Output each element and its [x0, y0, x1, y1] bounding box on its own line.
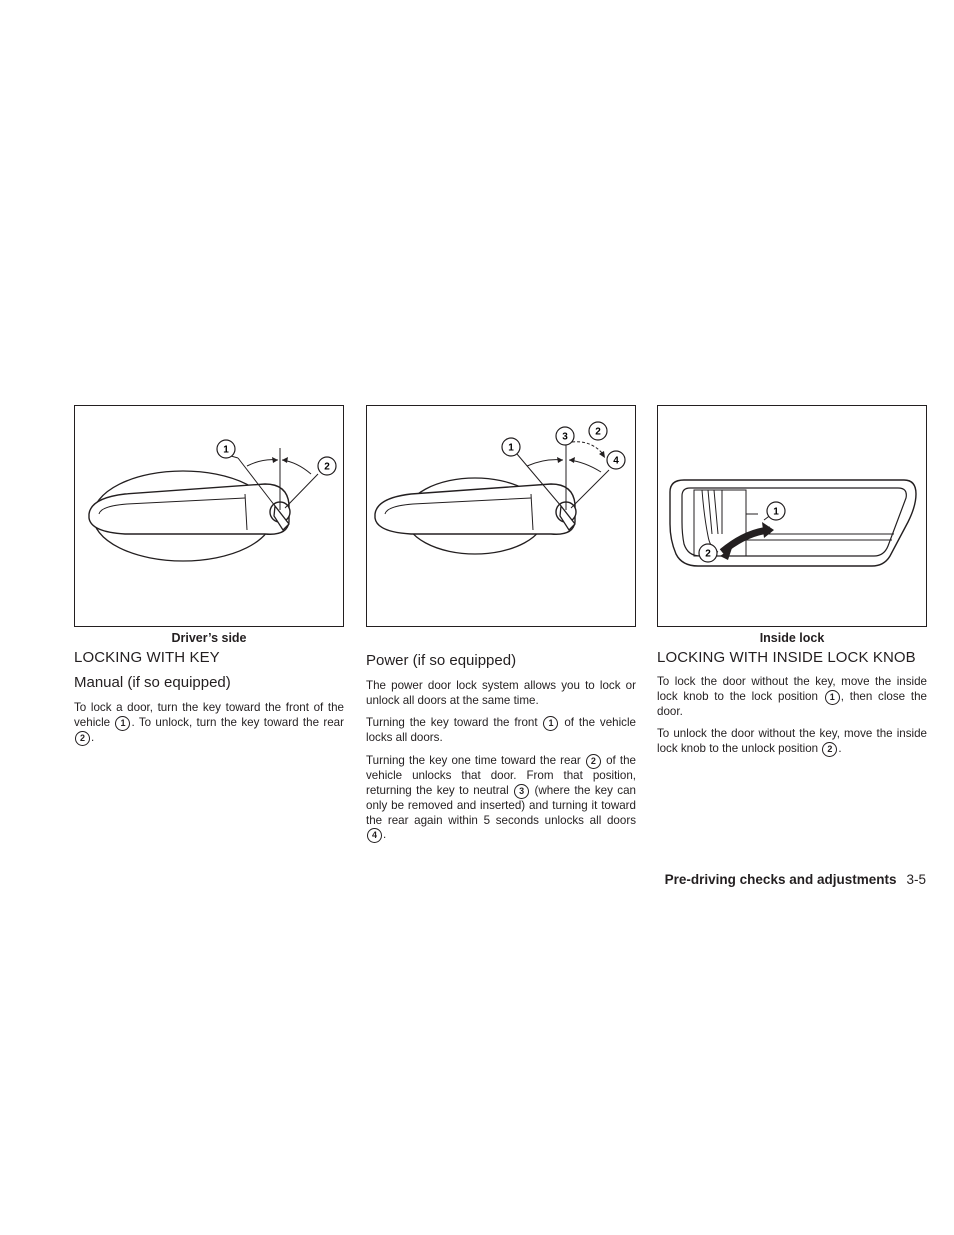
callout-1: 1 [223, 444, 229, 456]
paragraph [657, 727, 927, 757]
text-run: . [838, 742, 842, 756]
section-heading: LOCKING WITH KEY [74, 649, 220, 666]
callout-marker: 4 [367, 828, 382, 843]
column-inside-lock [657, 405, 927, 757]
text-run: . To unlock, turn the key toward the rear [131, 715, 344, 729]
paragraph [366, 754, 636, 843]
paragraph [657, 675, 927, 719]
callout-2: 2 [595, 426, 601, 438]
footer-section-title: Pre-driving checks and adjustments [664, 872, 897, 887]
figure-caption: Driver’s side [171, 631, 247, 645]
callout-1: 1 [508, 442, 514, 454]
subheading: Power (if so equipped) [366, 652, 517, 669]
page-footer [665, 872, 926, 887]
driver-side-key-figure [74, 405, 344, 627]
subheading: Manual (if so equipped) [74, 674, 231, 691]
callout-marker: 1 [115, 716, 130, 731]
callout-2: 2 [324, 461, 330, 473]
paragraph [366, 716, 636, 746]
text-run: , then close the door. [657, 689, 928, 718]
text-run: . [91, 730, 95, 744]
column-locking-with-key [74, 405, 344, 746]
text-run: of the vehicle locks all doors. [366, 716, 636, 745]
power-lock-key-figure [366, 405, 636, 627]
callout-marker: 2 [586, 754, 601, 769]
text-run: Turning the key one time toward the rear [366, 754, 585, 768]
callout-4: 4 [613, 455, 619, 467]
inside-lock-knob-illustration [658, 406, 926, 626]
callout-marker: 2 [822, 742, 837, 757]
figure-caption: Inside lock [759, 631, 825, 645]
paragraph [74, 701, 344, 746]
section-heading: LOCKING WITH INSIDE LOCK KNOB [657, 649, 916, 666]
callout-marker: 1 [825, 690, 840, 705]
callout-2: 2 [705, 548, 711, 560]
page-number: 3-5 [906, 872, 926, 887]
text-run: To lock a door, turn the key toward the front of the vehicle [74, 701, 344, 729]
inside-lock-figure [657, 405, 927, 627]
text-run: To unlock the door without the key, move the inside lock knob to the unlock position [657, 727, 927, 756]
callout-marker: 1 [543, 716, 558, 731]
text-run: To lock the door without the key, move the inside lock knob to the lock position [657, 675, 927, 703]
callout-marker: 2 [75, 731, 90, 746]
callout-1: 1 [773, 506, 779, 518]
text-run: (where the key can only be removed and inserted) and turning it toward the rear again within 5 seconds unlocks all doors [366, 783, 636, 827]
callout-marker: 3 [514, 784, 529, 799]
callout-3: 3 [562, 431, 568, 443]
text-run: of the vehicle unlocks that door. From that position, returning the key to neutral [366, 754, 637, 797]
text-run: Turning the key toward the front [366, 716, 543, 730]
text-run: . [383, 828, 387, 842]
figure-caption-spacer [366, 630, 636, 646]
paragraph: The power door lock system allows you to lock or unlock all doors at the same time. [366, 679, 636, 707]
door-handle-manual-illustration [75, 406, 343, 626]
door-handle-power-illustration [367, 406, 635, 626]
column-power-lock [366, 405, 636, 843]
